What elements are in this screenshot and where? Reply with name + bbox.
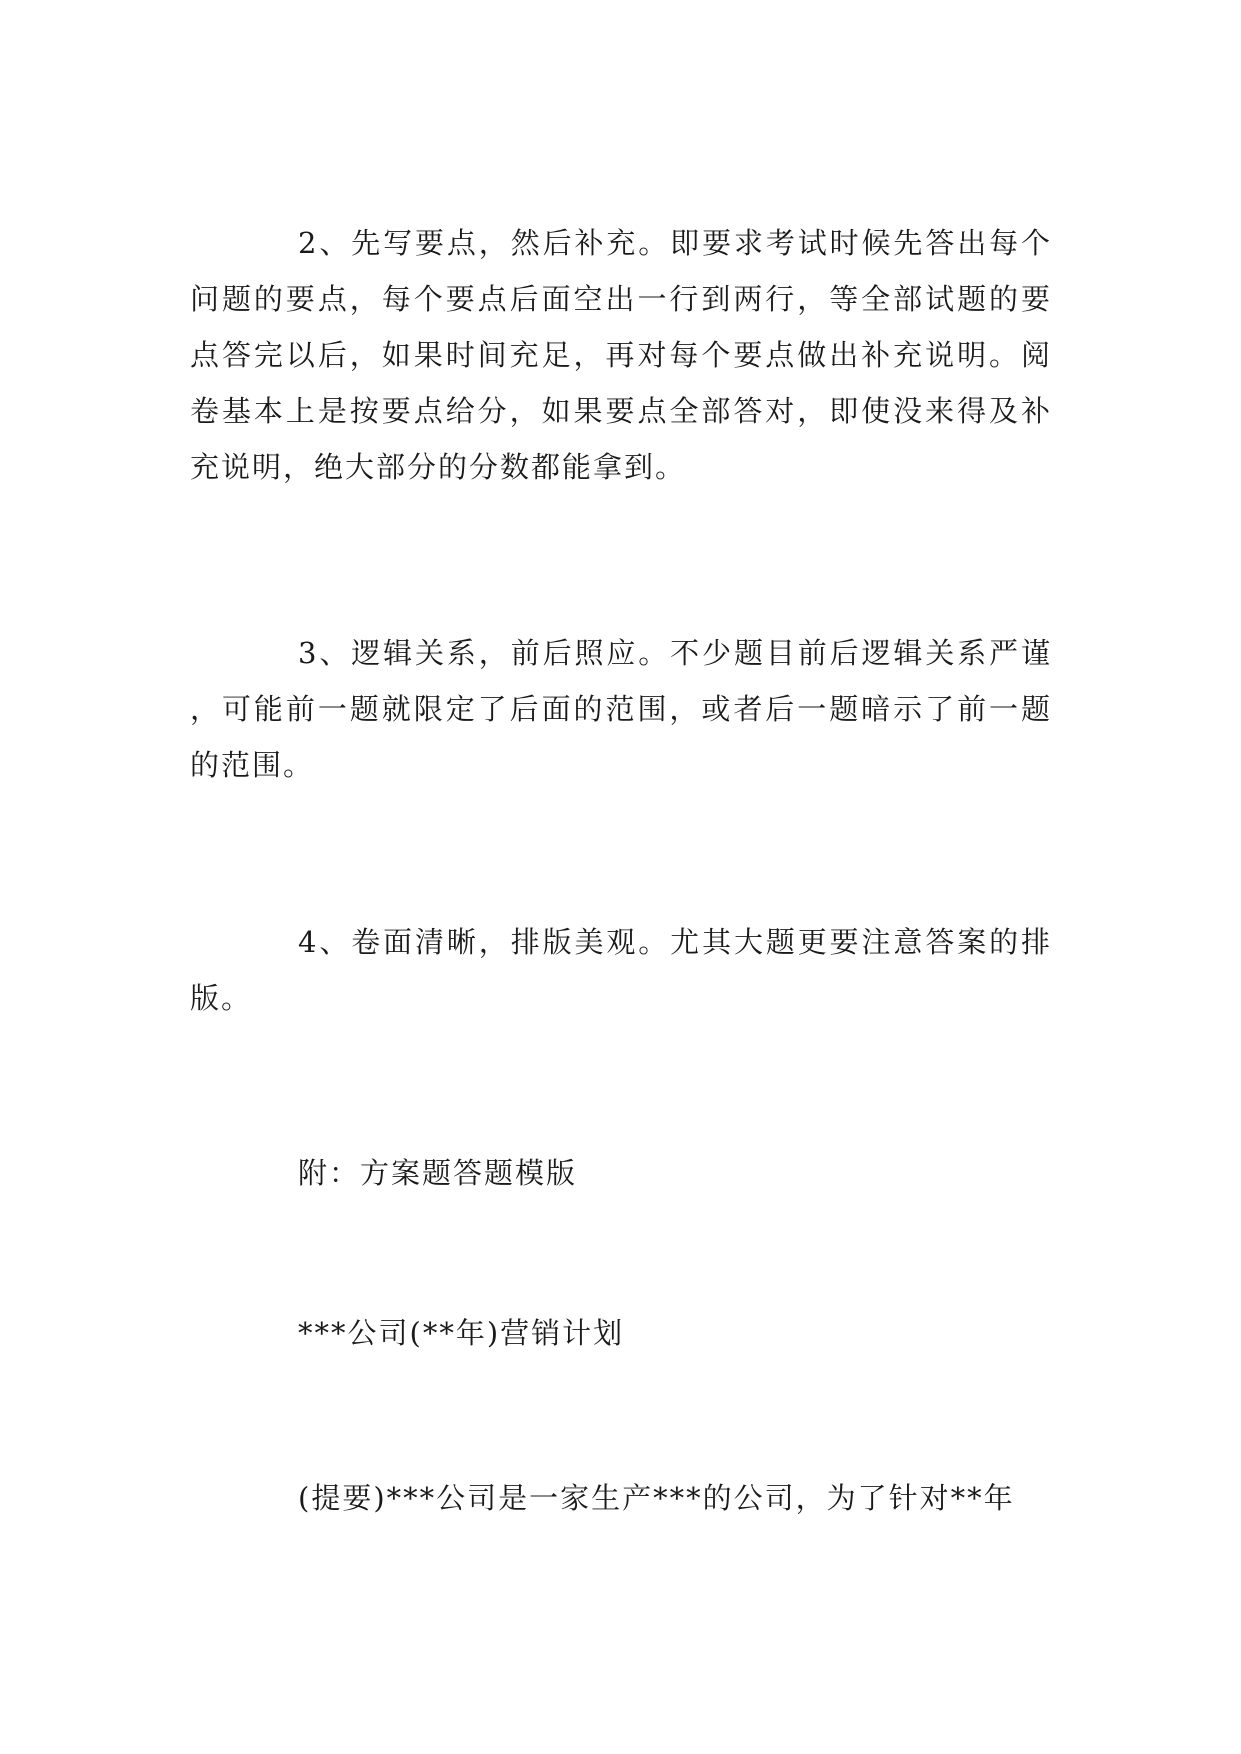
paragraph-tip-3: 3、逻辑关系，前后照应。不少题目前后逻辑关系严谨，可能前一题就限定了后面的范围，或者后一题暗示了前一题的范围。 — [190, 636, 1052, 782]
paragraph-tip-4: 4、卷面清晰，排版美观。尤其大题更要注意答案的排版。 — [190, 925, 1052, 1015]
plan-title: ***公司(**年)营销计划 — [298, 1316, 625, 1350]
paragraph-tip-2: 2、先写要点，然后补充。即要求考试时候先答出每个问题的要点，每个要点后面空出一行到两行，等全部试题的要点答完以后，如果时间充足，再对每个要点做出补充说明。阅卷基本上是按要点给分，如果要点全部答对，即使没来得及补充说明，绝大部分的分数都能拿到。 — [190, 226, 1052, 484]
appendix-heading: 附：方案题答题模版 — [298, 1156, 578, 1190]
plan-summary: (提要)***公司是一家生产***的公司，为了针对**年 — [298, 1481, 1015, 1515]
